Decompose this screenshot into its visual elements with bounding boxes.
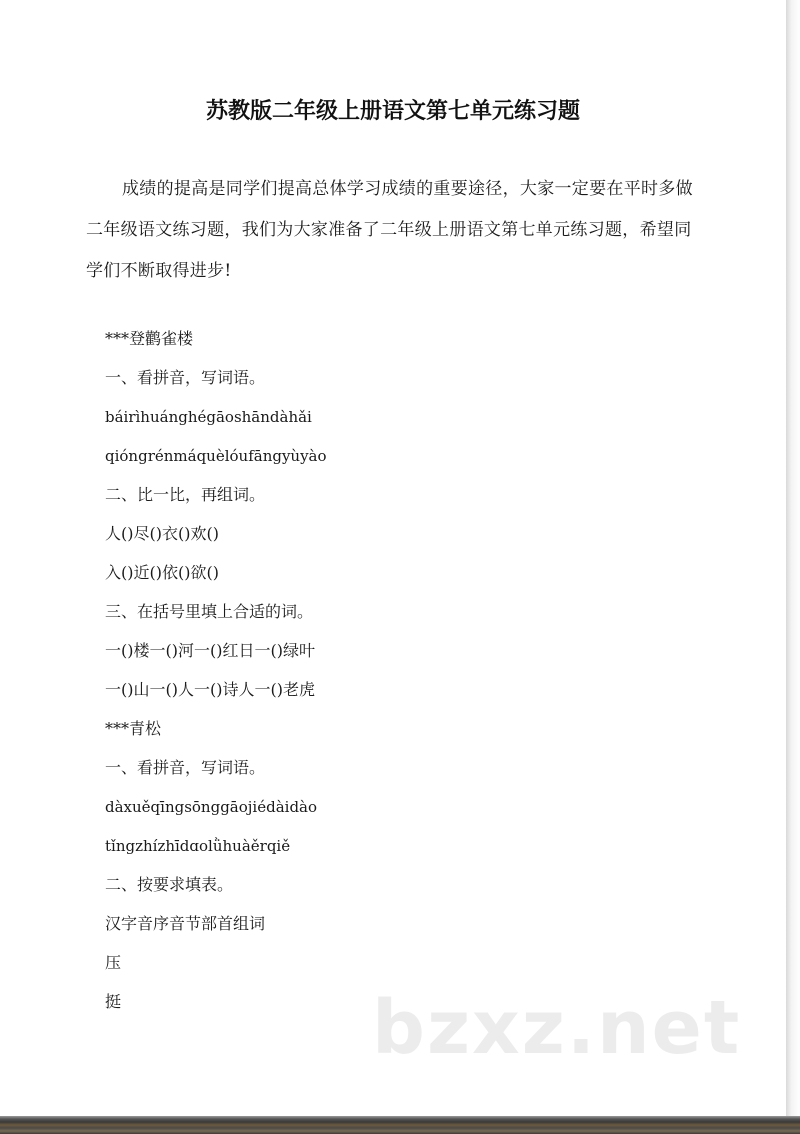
question-heading: 一、看拼音，写词语。	[105, 758, 266, 777]
question-heading: 三、在括号里填上合适的词。	[105, 602, 314, 621]
table-row-label: 压	[105, 953, 122, 972]
bottom-image-strip	[0, 1116, 800, 1134]
watermark-logo: bzxz.net	[372, 985, 742, 1071]
table-row-label: 挺	[105, 992, 122, 1011]
pinyin-line: qióngrénmáquèlóufāngyùyào	[105, 447, 327, 465]
section-heading-qing-song: ***青松	[105, 719, 162, 738]
exercise-line: 一()楼一()河一()红日一()绿叶	[105, 641, 315, 660]
page-title: 苏教版二年级上册语文第七单元练习题	[205, 99, 580, 124]
question-heading: 一、看拼音，写词语。	[105, 368, 266, 387]
pinyin-line: tǐngzhízhīdɑolǜhuàěrqiě	[105, 837, 291, 855]
page-edge-shadow	[786, 0, 800, 1134]
exercise-line: 一()山一()人一()诗人一()老虎	[105, 680, 315, 699]
question-heading: 二、按要求填表。	[105, 875, 234, 894]
section-heading-deng-que-lou: ***登鹳雀楼	[105, 329, 194, 348]
table-header-line: 汉字音序音节部首组词	[105, 914, 266, 933]
pinyin-line: dàxuěqīngsōnggāojiédàidào	[105, 798, 318, 816]
exercise-body	[105, 324, 705, 1026]
exercise-line: 入()近()依()欲()	[105, 563, 219, 582]
pinyin-line: báirìhuánghégāoshāndàhǎi	[105, 408, 312, 426]
exercise-line: 人()尽()衣()欢()	[105, 524, 219, 543]
intro-paragraph: 成绩的提高是同学们提高总体学习成绩的重要途径，大家一定要在平时多做二年级语文练习题，我们为大家准备了二年级上册语文第七单元练习题，希望同学们不断取得进步!	[86, 179, 693, 281]
question-heading: 二、比一比，再组词。	[105, 485, 266, 504]
